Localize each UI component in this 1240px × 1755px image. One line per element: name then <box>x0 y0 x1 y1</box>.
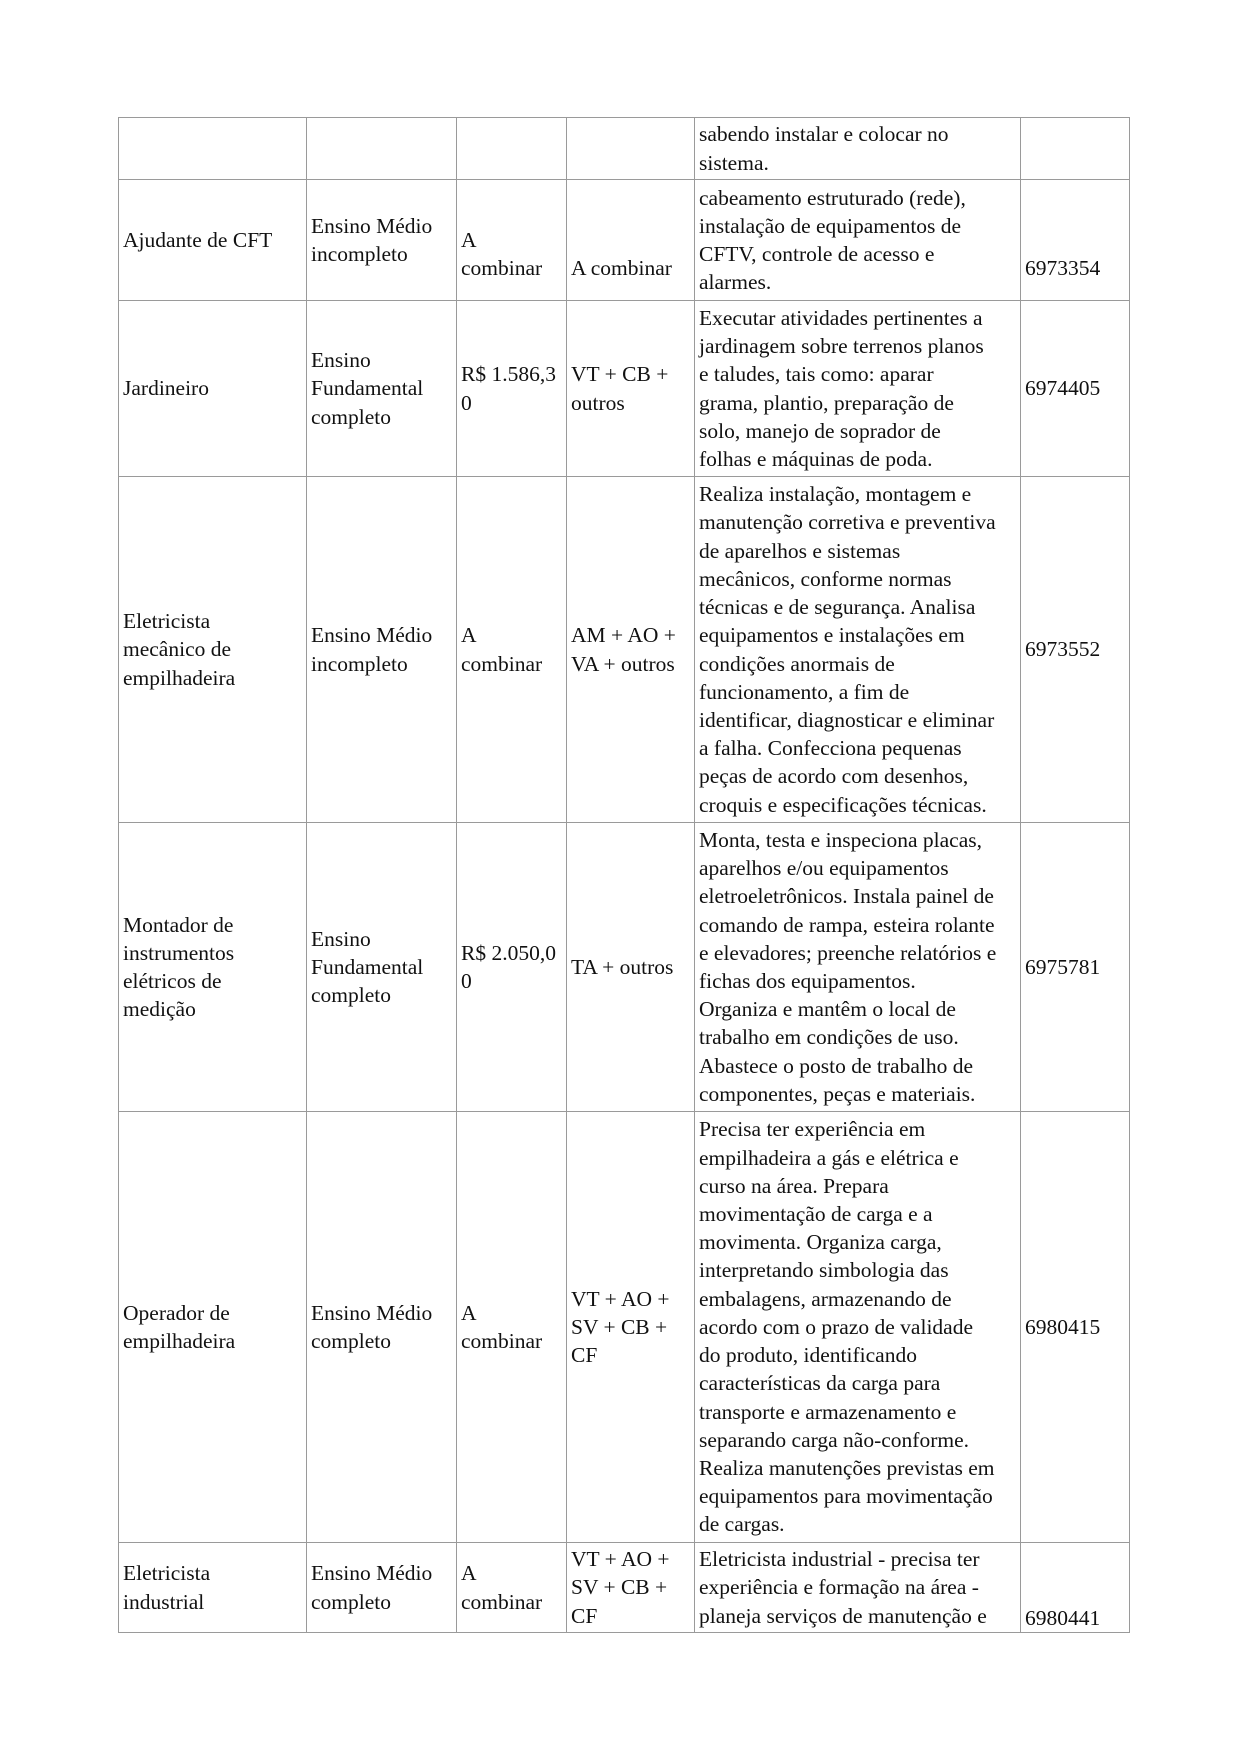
descricao-cell: Monta, testa e inspeciona placas, aparelhos e/ou equipamentos eletroeletrônicos. Instala painel de comando de rampa, esteira rolante e elevadores; preenche relatórios e fichas dos equipamentos. Organiza e mantêm o local de trabalho em condições de uso. Abastece o posto de trabalho de componentes, peças e materiais. <box>695 823 1021 1112</box>
cargo-cell <box>119 118 307 180</box>
beneficios-cell: VT + AO + SV + CB + CF <box>567 1543 695 1633</box>
salario-cell <box>457 118 567 180</box>
cargo-cell: Jardineiro <box>119 301 307 477</box>
escolaridade-cell: Ensino Fundamental completo <box>307 301 457 477</box>
table-row <box>119 301 1130 477</box>
table-row <box>119 1543 1130 1633</box>
salario-cell: A combinar <box>457 477 567 823</box>
escolaridade-cell: Ensino Médio incompleto <box>307 477 457 823</box>
beneficios-cell: VT + CB + outros <box>567 301 695 477</box>
codigo-cell: 6980441 <box>1021 1543 1130 1633</box>
job-openings-table <box>118 117 1130 1633</box>
salario-cell: R$ 1.586,3 0 <box>457 301 567 477</box>
descricao-cell: Eletricista industrial - precisa ter experiência e formação na área - planeja serviços de manutenção e <box>695 1543 1021 1633</box>
cargo-cell: Ajudante de CFT <box>119 180 307 301</box>
codigo-cell: 6974405 <box>1021 301 1130 477</box>
beneficios-cell <box>567 118 695 180</box>
descricao-cell: sabendo instalar e colocar no sistema. <box>695 118 1021 180</box>
table-row <box>119 1112 1130 1543</box>
descricao-cell: cabeamento estruturado (rede), instalação de equipamentos de CFTV, controle de acesso e alarmes. <box>695 180 1021 301</box>
salario-cell: R$ 2.050,0 0 <box>457 823 567 1112</box>
escolaridade-cell: Ensino Fundamental completo <box>307 823 457 1112</box>
table-row <box>119 823 1130 1112</box>
table-row <box>119 118 1130 180</box>
beneficios-cell: A combinar <box>567 180 695 301</box>
codigo-cell: 6980415 <box>1021 1112 1130 1543</box>
cargo-cell: Eletricista industrial <box>119 1543 307 1633</box>
cargo-cell: Eletricista mecânico de empilhadeira <box>119 477 307 823</box>
salario-cell: A combinar <box>457 1112 567 1543</box>
codigo-cell <box>1021 118 1130 180</box>
codigo-cell: 6973354 <box>1021 180 1130 301</box>
beneficios-cell: TA + outros <box>567 823 695 1112</box>
codigo-cell: 6975781 <box>1021 823 1130 1112</box>
codigo-cell: 6973552 <box>1021 477 1130 823</box>
salario-cell: A combinar <box>457 1543 567 1633</box>
escolaridade-cell: Ensino Médio completo <box>307 1543 457 1633</box>
descricao-cell: Precisa ter experiência em empilhadeira a gás e elétrica e curso na área. Prepara movimentação de carga e a movimenta. Organiza carga, interpretando simbologia das embalagens, armazenando de acordo com o prazo de validade do produto, identificando características da carga para transporte e armazenamento e separando carga não-conforme. Realiza manutenções previstas em equipamentos para movimentação de cargas. <box>695 1112 1021 1543</box>
escolaridade-cell: Ensino Médio incompleto <box>307 180 457 301</box>
table-row <box>119 477 1130 823</box>
descricao-cell: Realiza instalação, montagem e manutenção corretiva e preventiva de aparelhos e sistemas mecânicos, conforme normas técnicas e de segurança. Analisa equipamentos e instalações em condições anormais de funcionamento, a fim de identificar, diagnosticar e eliminar a falha. Confecciona pequenas peças de acordo com desenhos, croquis e especificações técnicas. <box>695 477 1021 823</box>
beneficios-cell: AM + AO + VA + outros <box>567 477 695 823</box>
descricao-cell: Executar atividades pertinentes a jardinagem sobre terrenos planos e taludes, tais como: aparar grama, plantio, preparação de solo, manejo de soprador de folhas e máquinas de poda. <box>695 301 1021 477</box>
cargo-cell: Operador de empilhadeira <box>119 1112 307 1543</box>
table-row <box>119 180 1130 301</box>
cargo-cell: Montador de instrumentos elétricos de medição <box>119 823 307 1112</box>
salario-cell: A combinar <box>457 180 567 301</box>
escolaridade-cell: Ensino Médio completo <box>307 1112 457 1543</box>
beneficios-cell: VT + AO + SV + CB + CF <box>567 1112 695 1543</box>
escolaridade-cell <box>307 118 457 180</box>
